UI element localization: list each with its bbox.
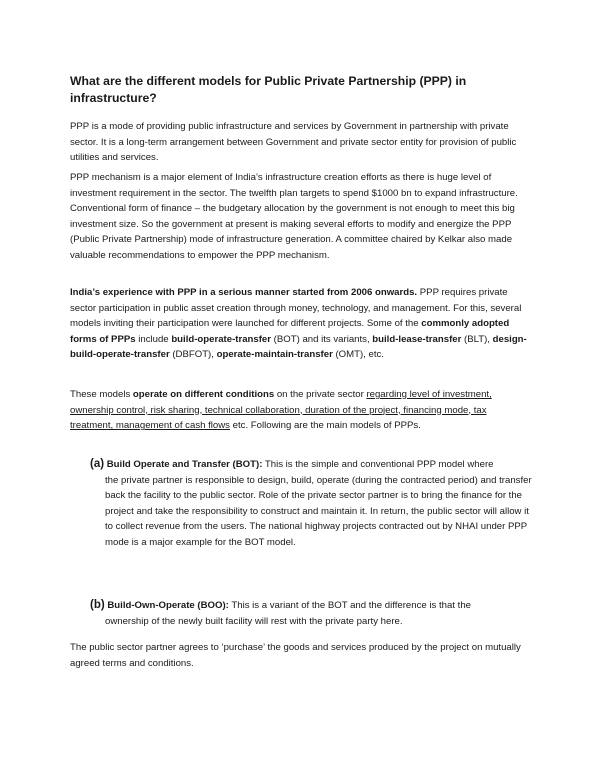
bold-dbfot: design-build-operate-transfer (70, 333, 527, 361)
document-title: What are the different models for Public Private Partnership (PPP) in infrastructure? (70, 74, 467, 105)
item-body: ownership of the newly built facility will rest with the private party here. (105, 615, 403, 627)
item-label: (b) (90, 599, 105, 611)
list-item-first-line (90, 457, 535, 473)
bold-omt: operate-maintain-transfer (216, 349, 333, 361)
paragraph-ppp-mechanism: PPP mechanism is a major element of India’s infrastructure creation efforts as there is huge level of investment requirement in the sector. The twelfth plan targets to spend $1000 bn to expand infrastructure. Conventional form of finance – the budgetary allocation by the government is not enough to meet this big investment size. So the government at present is making several efforts to modify and energize the PPP (Public Private Partnership) mode of infrastructure generation. A committee chaired by Kelkar also made valuable recommendations to empower the PPP mechanism. (70, 172, 518, 261)
text-segment: (BOT) and its variants, (271, 333, 373, 345)
paragraph-intro: PPP is a mode of providing public infrastructure and services by Government in partnership with private sector. It is a long-term arrangement between Government and private sector entity for provision of public utilities and services. (70, 121, 517, 164)
paragraph-purchase: The public sector partner agrees to ‘purchase’ the goods and services produced by the project on mutually agreed terms and conditions. (70, 642, 521, 669)
underlined-conditions: regarding level of investment, ownership control, risk sharing, technical collaboration, duration of the project, financing mode, tax treatment, management of cash flows (70, 389, 492, 432)
item-lead: This is the simple and conventional PPP model where (262, 459, 494, 470)
list-item-first-line (90, 598, 535, 614)
bold-bot: build-operate-transfer (171, 333, 271, 345)
item-heading: Build-Own-Operate (BOO): (107, 600, 229, 611)
text-segment: (BLT), (461, 333, 493, 345)
item-lead: This is a variant of the BOT and the difference is that the (228, 600, 471, 611)
text-segment: These models (70, 389, 133, 400)
india-experience-lead: India’s experience with PPP in a serious manner started from 2006 onwards. (70, 287, 418, 298)
text-segment: include (135, 333, 172, 345)
bold-blt: build-lease-transfer (372, 333, 462, 345)
paragraph-models-conditions (70, 387, 532, 434)
bold-operate-conditions: operate on different conditions (132, 389, 275, 400)
list-item-boo (90, 598, 535, 629)
text-segment: (DBFOT), (169, 349, 217, 361)
paragraph-india-experience (70, 285, 532, 363)
text-segment: PPP requires private sector participation in public asset creation through money, technology, and management. For this, several models inviting their participation were launched for different projects. Some of the (70, 287, 522, 330)
text-segment: (OMT), etc. (332, 349, 384, 361)
bold-common-forms: commonly adopted forms of PPPs (70, 318, 510, 345)
text-segment: on the private sector (274, 389, 367, 400)
list-item-bot (90, 457, 535, 551)
item-heading: Build Operate and Transfer (BOT): (106, 459, 263, 470)
text-segment: etc. Following are the main models of PPPs. (229, 420, 421, 432)
item-body: the private partner is responsible to design, build, operate (during the contracted period) and transfer back the facility to the public sector. Role of the private sector partner is to bring the finance for the project and take the responsibility to construct and maintain it. In return, the public sector will allow it to collect revenue from the users. The national highway projects contracted out by NHAI under PPP mode is a major example for the BOT model. (105, 474, 532, 548)
item-label: (a) (90, 458, 105, 470)
